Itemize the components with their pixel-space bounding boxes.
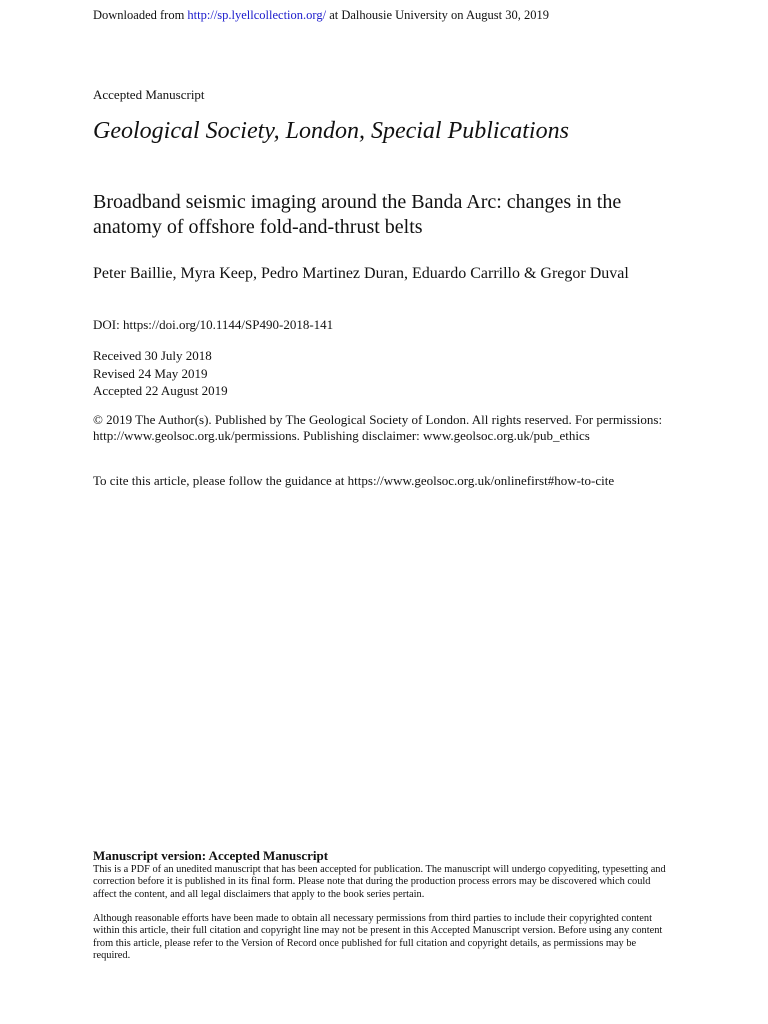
lyell-collection-link[interactable]: http://sp.lyellcollection.org/: [187, 8, 327, 22]
received-date: Received 30 July 2018: [93, 348, 212, 363]
citation-guidance: To cite this article, please follow the guidance at https://www.geolsoc.org.uk/onlinefirst#how-to-cite: [93, 473, 615, 488]
permissions-note: Although reasonable efforts have been made to obtain all necessary permissions from third parties to include their copyrighted content within this article, their full citation and copyright line may not be present in this Accepted Manuscript version. Before using any content from this article, please refer to the Version of Record once published for full citation and copyright details, as permissions may be required.: [93, 913, 663, 961]
download-notice-prefix: Downloaded from: [93, 8, 188, 22]
unedited-manuscript-note: This is a PDF of an unedited manuscript that has been accepted for publication. The manuscript will undergo copyediting, typesetting and correction before it is published in its final form. Please note that during the production process errors may be discovered which could affect the content, and all legal disclaimers that apply to the book series pertain.: [93, 864, 666, 900]
journal-title: Geological Society, London, Special Publications: [93, 118, 569, 144]
download-notice-suffix: at Dalhousie University on August 30, 2019: [326, 8, 549, 22]
copyright-notice: © 2019 The Author(s). Published by The Geological Society of London. All rights reserved. For permissions: http://www.geolsoc.org.uk/permissions. Publishing disclaimer: www.geolsoc.org.uk/pub_ethics: [93, 412, 663, 443]
author-list: Peter Baillie, Myra Keep, Pedro Martinez Duran, Eduardo Carrillo & Gregor Duval: [93, 265, 629, 282]
manuscript-status-label: Accepted Manuscript: [93, 87, 205, 102]
manuscript-dates: [93, 347, 228, 400]
download-notice: [93, 8, 549, 23]
manuscript-version-heading: Manuscript version: Accepted Manuscript: [93, 848, 329, 863]
doi-line: DOI: https://doi.org/10.1144/SP490-2018-141: [93, 317, 334, 332]
accepted-date: Accepted 22 August 2019: [93, 383, 228, 398]
article-title: Broadband seismic imaging around the Banda Arc: changes in the anatomy of offshore fold-and-thrust belts: [93, 191, 622, 238]
revised-date: Revised 24 May 2019: [93, 365, 208, 381]
